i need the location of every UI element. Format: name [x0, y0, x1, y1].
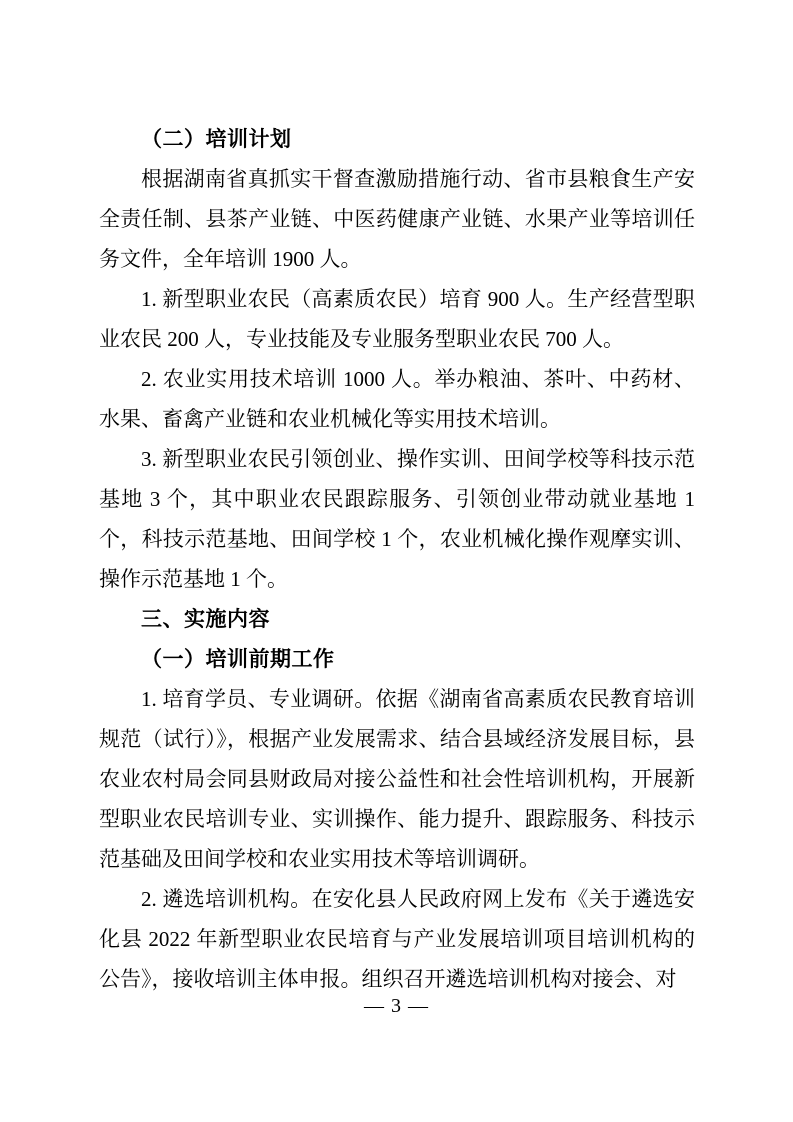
- section-heading-implementation-content: 三、实施内容: [141, 607, 270, 631]
- paragraph-practical-tech-training: 2. 农业实用技术培训 1000 人。举办粮油、茶叶、中药材、水果、畜禽产业链和农业机械化等实用技术培训。: [99, 367, 695, 431]
- paragraph-trainee-and-research: 1. 培育学员、专业调研。依据《湖南省高素质农民教育培训规范（试行）》，根据产业发展需求、结合县域经济发展目标，县农业农村局会同县财政局对接公益性和社会性培训机构，开展新型职业农民培训专业、实训操作、能力提升、跟踪服务、科技示范基础及田间学校和农业实用技术等培训调研。: [99, 687, 695, 871]
- paragraph-demo-bases: 3. 新型职业农民引领创业、操作实训、田间学校等科技示范基地 3 个，其中职业农民跟踪服务、引领创业带动就业基地 1 个，科技示范基地、田间学校 1 个，农业机械化操作观摩实训、操作示范基地 1 个。: [99, 447, 695, 591]
- paragraph-training-tasks: 根据湖南省真抓实干督查激励措施行动、省市县粮食生产安全责任制、县茶产业链、中医药健康产业链、水果产业等培训任务文件，全年培训 1900 人。: [99, 167, 695, 271]
- document-body: [99, 119, 695, 999]
- page-number: — 3 —: [364, 995, 429, 1017]
- section-heading-training-plan: （二）培训计划: [141, 127, 292, 151]
- page-footer: [0, 993, 793, 1019]
- section-heading-pre-training-work: （一）培训前期工作: [141, 647, 335, 671]
- paragraph-agency-selection: 2. 遴选培训机构。在安化县人民政府网上发布《关于遴选安化县 2022 年新型职业农民培育与产业发展培训项目培训机构的公告》，接收培训主体申报。组织召开遴选培训机构对接会、对: [99, 887, 695, 991]
- paragraph-new-farmer-cultivation: 1. 新型职业农民（高素质农民）培育 900 人。生产经营型职业农民 200 人，专业技能及专业服务型职业农民 700 人。: [99, 287, 695, 351]
